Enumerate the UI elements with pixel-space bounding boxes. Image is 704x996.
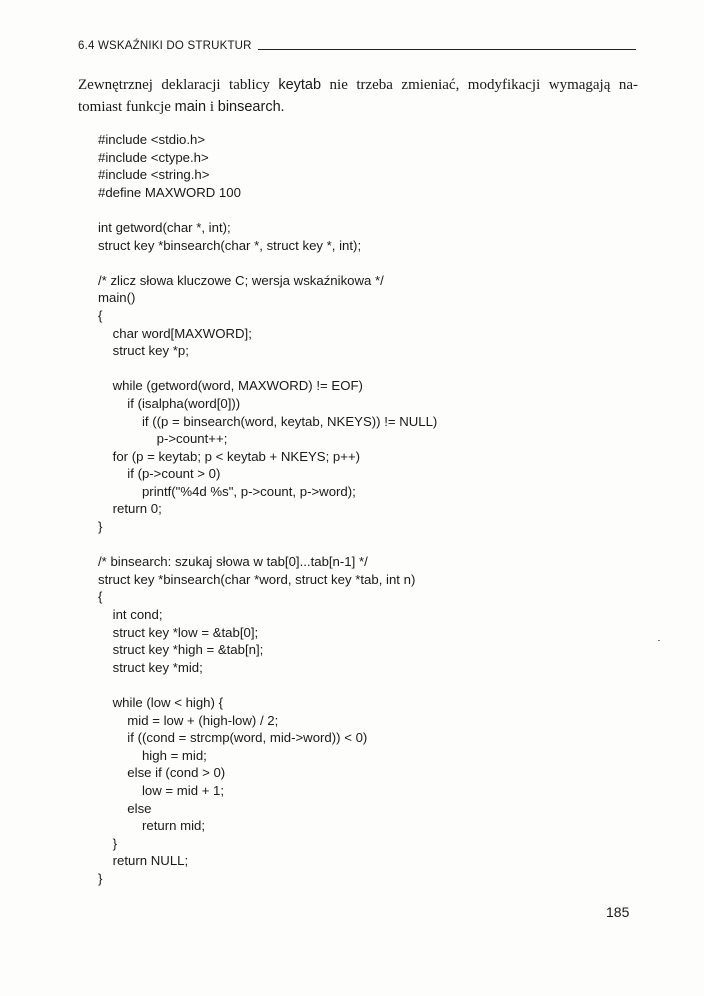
code-line	[98, 201, 638, 219]
code-line: main()	[98, 290, 136, 306]
code-line: if (p->count > 0)	[98, 466, 221, 482]
intro-text: tomiast funkcje	[78, 99, 175, 115]
code-line: high = mid;	[98, 747, 207, 763]
code-line: }	[98, 870, 103, 886]
code-line: #include <string.h>	[98, 167, 210, 183]
intro-text: nie trzeba zmieniać, modyfikacji wymagają na-	[321, 77, 639, 93]
code-line: return mid;	[98, 818, 205, 834]
code-line: if ((cond = strcmp(word, mid->word)) < 0)	[98, 730, 368, 746]
code-line: mid = low + (high-low) / 2;	[98, 712, 279, 728]
code-line: struct key *mid;	[98, 659, 203, 675]
code-line: else if (cond > 0)	[98, 765, 226, 781]
intro-line-2	[78, 96, 638, 118]
code-line: #include <ctype.h>	[98, 149, 209, 165]
code-line: if (isalpha(word[0]))	[98, 395, 241, 411]
code-line	[98, 254, 638, 272]
code-line: return NULL;	[98, 853, 189, 869]
code-line: else	[98, 800, 152, 816]
code-line: #include <stdio.h>	[98, 132, 206, 147]
intro-text: Zewnętrznej deklaracji tablicy	[78, 77, 279, 93]
code-line: int getword(char *, int);	[98, 219, 231, 235]
code-line: struct key *high = &tab[n];	[98, 642, 264, 658]
code-line: return 0;	[98, 501, 162, 517]
code-line: int cond;	[98, 607, 163, 623]
code-line: struct key *p;	[98, 343, 189, 359]
scan-speck	[658, 640, 660, 641]
code-listing	[98, 131, 638, 888]
code-line: }	[98, 835, 118, 851]
code-line: for (p = keytab; p < keytab + NKEYS; p++)	[98, 448, 361, 464]
code-line: struct key *binsearch(char *word, struct key *tab, int n)	[98, 571, 416, 587]
keyword-binsearch: binsearch	[217, 99, 281, 115]
code-line: while (low < high) {	[98, 695, 223, 710]
code-line: #define MAXWORD 100	[98, 184, 241, 200]
intro-paragraph	[78, 74, 638, 118]
code-line: struct key *low = &tab[0];	[98, 624, 259, 640]
intro-line-1	[78, 74, 638, 96]
running-header	[78, 38, 636, 52]
code-line: /* binsearch: szukaj słowa w tab[0]...tab[n-1] */	[98, 554, 368, 570]
header-rule	[258, 49, 636, 50]
intro-text: i	[206, 99, 218, 115]
code-line	[98, 360, 638, 378]
code-line: while (getword(word, MAXWORD) != EOF)	[98, 378, 363, 394]
code-line	[98, 676, 638, 694]
code-line: }	[98, 519, 103, 535]
intro-text: .	[280, 99, 285, 115]
code-line: struct key *binsearch(char *, struct key *, int);	[98, 237, 362, 253]
code-line: printf("%4d %s", p->count, p->word);	[98, 483, 356, 499]
code-line: low = mid + 1;	[98, 782, 225, 798]
code-line	[98, 536, 638, 554]
header-title: 6.4 WSKAŹNIKI DO STRUKTUR	[78, 40, 252, 52]
keyword-main: main	[174, 99, 207, 115]
code-line: char word[MAXWORD];	[98, 325, 252, 341]
code-line: {	[98, 307, 103, 323]
code-line: {	[98, 589, 103, 605]
page-number: 185	[606, 904, 630, 920]
code-line: p->count++;	[98, 431, 228, 447]
keyword-keytab: keytab	[278, 77, 322, 93]
code-line: if ((p = binsearch(word, keytab, NKEYS)) != NULL)	[98, 413, 438, 429]
code-line: /* zlicz słowa kluczowe C; wersja wskaźnikowa */	[98, 272, 384, 288]
